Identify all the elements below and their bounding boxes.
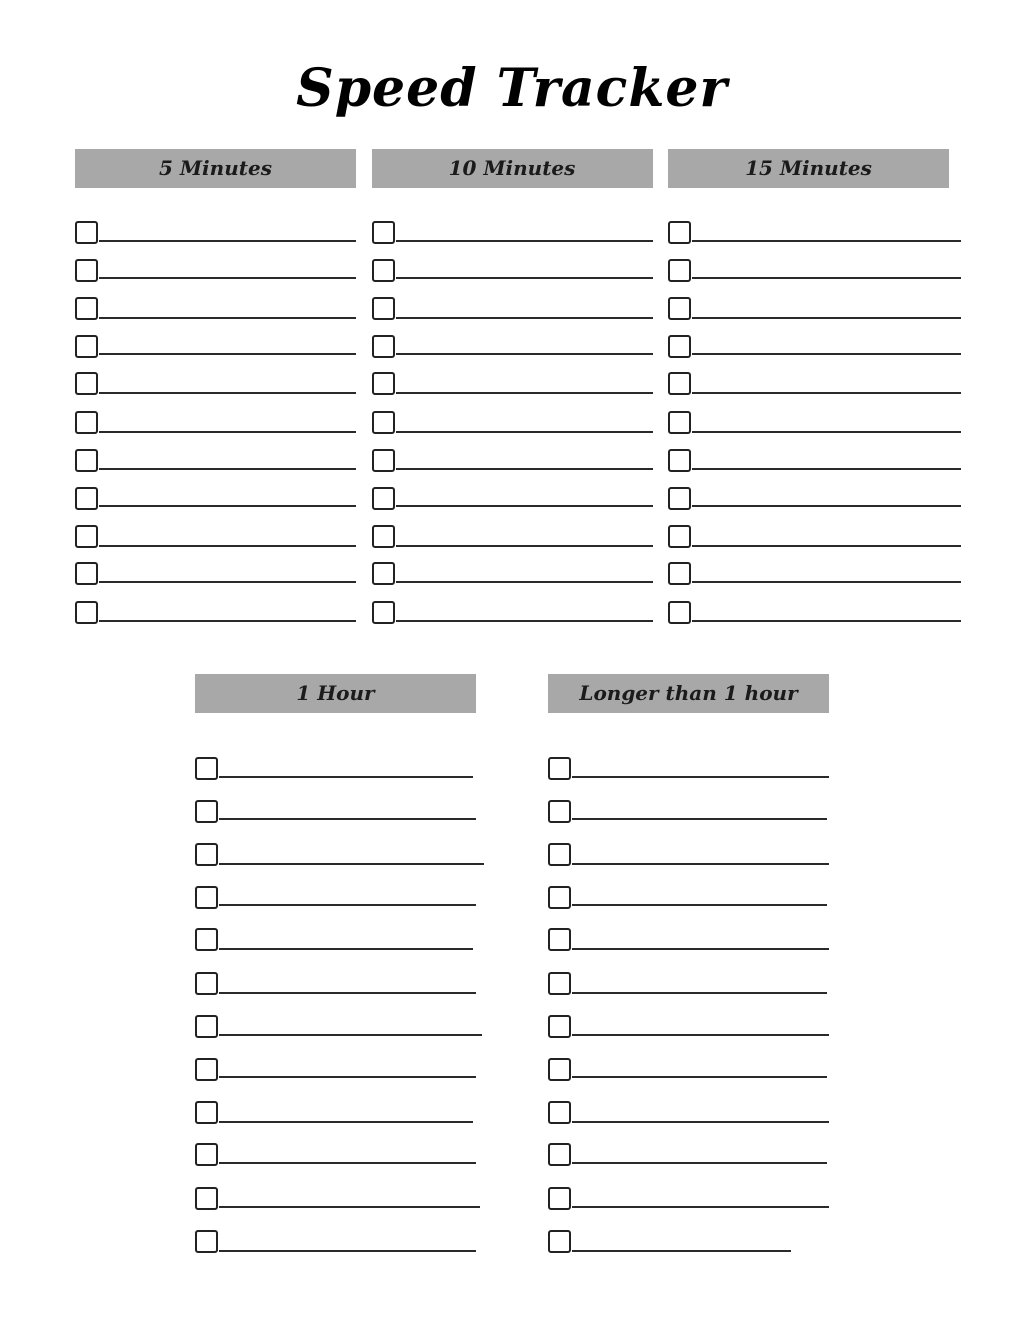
checkbox[interactable] xyxy=(548,886,571,909)
list-item[interactable] xyxy=(668,360,949,398)
checkbox[interactable] xyxy=(75,562,98,585)
write-line[interactable] xyxy=(572,1248,791,1252)
write-line[interactable] xyxy=(99,579,356,583)
write-line[interactable] xyxy=(219,1032,482,1036)
write-line[interactable] xyxy=(219,1119,473,1123)
write-line[interactable] xyxy=(572,946,829,950)
checkbox[interactable] xyxy=(548,1101,571,1124)
column-1-hour xyxy=(195,674,476,1255)
write-line[interactable] xyxy=(396,466,653,470)
list-item[interactable] xyxy=(75,360,356,398)
list-item[interactable] xyxy=(372,588,653,626)
write-line[interactable] xyxy=(219,990,476,994)
list-item[interactable] xyxy=(75,550,356,588)
column-header-5-minutes: 5 Minutes xyxy=(75,149,356,188)
write-line[interactable] xyxy=(99,503,356,507)
list-item[interactable] xyxy=(195,954,476,997)
write-line[interactable] xyxy=(396,351,653,355)
list-item[interactable] xyxy=(195,782,476,825)
list-item[interactable] xyxy=(195,825,476,868)
list-item[interactable] xyxy=(372,398,653,436)
write-line[interactable] xyxy=(219,1160,476,1164)
write-line[interactable] xyxy=(219,1248,476,1252)
write-line[interactable] xyxy=(99,466,356,470)
checkbox[interactable] xyxy=(668,525,691,548)
column-15-minutes xyxy=(668,149,949,626)
column-5-minutes xyxy=(75,149,356,626)
checkbox[interactable] xyxy=(75,449,98,472)
write-line[interactable] xyxy=(219,816,476,820)
list-item[interactable] xyxy=(75,208,356,246)
checkbox[interactable] xyxy=(548,843,571,866)
write-line[interactable] xyxy=(692,579,961,583)
write-line[interactable] xyxy=(572,990,827,994)
checkbox[interactable] xyxy=(195,1230,218,1253)
checkbox[interactable] xyxy=(372,449,395,472)
list-item[interactable] xyxy=(195,739,476,782)
write-line[interactable] xyxy=(219,1204,480,1208)
list-item[interactable] xyxy=(75,398,356,436)
bottom-section xyxy=(75,674,949,1255)
list-item[interactable] xyxy=(195,1212,476,1255)
list-item[interactable] xyxy=(548,1212,829,1255)
list-item[interactable] xyxy=(372,436,653,474)
list-item[interactable] xyxy=(668,398,949,436)
write-line[interactable] xyxy=(692,618,961,622)
checklist-5-minutes xyxy=(75,208,356,626)
write-line[interactable] xyxy=(396,315,653,319)
write-line[interactable] xyxy=(396,503,653,507)
checkbox[interactable] xyxy=(372,372,395,395)
column-header-longer-than-1-hour: Longer than 1 hour xyxy=(548,674,829,713)
list-item[interactable] xyxy=(548,1040,829,1083)
write-line[interactable] xyxy=(692,503,961,507)
write-line[interactable] xyxy=(99,315,356,319)
write-line[interactable] xyxy=(572,1204,829,1208)
write-line[interactable] xyxy=(572,1074,827,1078)
list-item[interactable] xyxy=(668,550,949,588)
top-section xyxy=(75,149,949,626)
write-line[interactable] xyxy=(692,315,961,319)
list-item[interactable] xyxy=(548,868,829,911)
write-line[interactable] xyxy=(396,238,653,242)
write-line[interactable] xyxy=(99,543,356,547)
write-line[interactable] xyxy=(219,1074,476,1078)
write-line[interactable] xyxy=(572,774,829,778)
checkbox[interactable] xyxy=(548,1015,571,1038)
list-item[interactable] xyxy=(75,474,356,512)
list-item[interactable] xyxy=(372,284,653,322)
list-item[interactable] xyxy=(668,436,949,474)
checkbox[interactable] xyxy=(372,221,395,244)
list-item[interactable] xyxy=(75,588,356,626)
list-item[interactable] xyxy=(75,284,356,322)
checkbox[interactable] xyxy=(195,1015,218,1038)
checkbox[interactable] xyxy=(75,525,98,548)
checkbox[interactable] xyxy=(548,757,571,780)
checkbox[interactable] xyxy=(548,800,571,823)
checkbox[interactable] xyxy=(75,487,98,510)
write-line[interactable] xyxy=(99,275,356,279)
write-line[interactable] xyxy=(692,390,961,394)
write-line[interactable] xyxy=(572,1119,829,1123)
checkbox[interactable] xyxy=(195,1101,218,1124)
checkbox[interactable] xyxy=(372,411,395,434)
list-item[interactable] xyxy=(668,588,949,626)
list-item[interactable] xyxy=(195,997,476,1040)
checkbox[interactable] xyxy=(195,1187,218,1210)
write-line[interactable] xyxy=(396,390,653,394)
list-item[interactable] xyxy=(372,550,653,588)
write-line[interactable] xyxy=(99,618,356,622)
list-item[interactable] xyxy=(75,512,356,550)
column-longer-than-1-hour xyxy=(548,674,829,1255)
checkbox[interactable] xyxy=(75,601,98,624)
checkbox[interactable] xyxy=(195,1058,218,1081)
checkbox[interactable] xyxy=(372,601,395,624)
list-item[interactable] xyxy=(548,997,829,1040)
write-line[interactable] xyxy=(219,902,476,906)
write-line[interactable] xyxy=(572,902,827,906)
checkbox[interactable] xyxy=(668,449,691,472)
checkbox[interactable] xyxy=(195,928,218,951)
list-item[interactable] xyxy=(548,954,829,997)
list-item[interactable] xyxy=(548,825,829,868)
write-line[interactable] xyxy=(396,429,653,433)
write-line[interactable] xyxy=(572,816,827,820)
checkbox[interactable] xyxy=(548,1187,571,1210)
checkbox[interactable] xyxy=(75,297,98,320)
list-item[interactable] xyxy=(75,322,356,360)
list-item[interactable] xyxy=(372,208,653,246)
write-line[interactable] xyxy=(396,275,653,279)
write-line[interactable] xyxy=(219,861,484,865)
checkbox[interactable] xyxy=(668,411,691,434)
checkbox[interactable] xyxy=(372,562,395,585)
checkbox[interactable] xyxy=(548,1143,571,1166)
checkbox[interactable] xyxy=(372,487,395,510)
list-item[interactable] xyxy=(372,512,653,550)
checkbox[interactable] xyxy=(195,757,218,780)
list-item[interactable] xyxy=(548,782,829,825)
checkbox[interactable] xyxy=(75,411,98,434)
write-line[interactable] xyxy=(692,543,961,547)
list-item[interactable] xyxy=(668,322,949,360)
list-item[interactable] xyxy=(548,911,829,954)
list-item[interactable] xyxy=(548,1126,829,1169)
write-line[interactable] xyxy=(396,579,653,583)
checkbox[interactable] xyxy=(75,372,98,395)
list-item[interactable] xyxy=(195,1040,476,1083)
list-item[interactable] xyxy=(75,246,356,284)
write-line[interactable] xyxy=(572,861,829,865)
checklist-15-minutes xyxy=(668,208,949,626)
checkbox[interactable] xyxy=(372,525,395,548)
checkbox[interactable] xyxy=(668,487,691,510)
column-header-10-minutes: 10 Minutes xyxy=(372,149,653,188)
list-item[interactable] xyxy=(372,474,653,512)
list-item[interactable] xyxy=(372,322,653,360)
write-line[interactable] xyxy=(692,275,961,279)
checkbox[interactable] xyxy=(75,259,98,282)
list-item[interactable] xyxy=(548,1083,829,1126)
checkbox[interactable] xyxy=(195,1143,218,1166)
write-line[interactable] xyxy=(99,390,356,394)
checkbox[interactable] xyxy=(75,221,98,244)
list-item[interactable] xyxy=(75,436,356,474)
checkbox[interactable] xyxy=(195,800,218,823)
write-line[interactable] xyxy=(692,238,961,242)
list-item[interactable] xyxy=(195,911,476,954)
write-line[interactable] xyxy=(99,238,356,242)
write-line[interactable] xyxy=(99,429,356,433)
write-line[interactable] xyxy=(219,774,473,778)
list-item[interactable] xyxy=(372,246,653,284)
write-line[interactable] xyxy=(396,618,653,622)
checkbox[interactable] xyxy=(548,928,571,951)
checkbox[interactable] xyxy=(548,1230,571,1253)
checkbox[interactable] xyxy=(668,259,691,282)
write-line[interactable] xyxy=(692,429,961,433)
write-line[interactable] xyxy=(396,543,653,547)
checkbox[interactable] xyxy=(372,297,395,320)
checkbox[interactable] xyxy=(668,297,691,320)
write-line[interactable] xyxy=(572,1160,827,1164)
checkbox[interactable] xyxy=(372,335,395,358)
page-title: Speed Tracker xyxy=(296,58,728,119)
checkbox[interactable] xyxy=(195,886,218,909)
list-item[interactable] xyxy=(548,1169,829,1212)
list-item[interactable] xyxy=(668,246,949,284)
checklist-10-minutes xyxy=(372,208,653,626)
checkbox[interactable] xyxy=(548,972,571,995)
write-line[interactable] xyxy=(99,351,356,355)
list-item[interactable] xyxy=(195,1126,476,1169)
checkbox[interactable] xyxy=(548,1058,571,1081)
checkbox[interactable] xyxy=(75,335,98,358)
list-item[interactable] xyxy=(195,868,476,911)
list-item[interactable] xyxy=(668,512,949,550)
checklist-longer-than-1-hour xyxy=(548,739,829,1255)
column-header-15-minutes: 15 Minutes xyxy=(668,149,949,188)
checkbox[interactable] xyxy=(668,601,691,624)
checkbox[interactable] xyxy=(195,972,218,995)
write-line[interactable] xyxy=(219,946,473,950)
list-item[interactable] xyxy=(195,1169,476,1212)
list-item[interactable] xyxy=(195,1083,476,1126)
write-line[interactable] xyxy=(692,351,961,355)
list-item[interactable] xyxy=(548,739,829,782)
checkbox[interactable] xyxy=(668,335,691,358)
write-line[interactable] xyxy=(572,1032,829,1036)
checkbox[interactable] xyxy=(372,259,395,282)
column-10-minutes xyxy=(372,149,653,626)
list-item[interactable] xyxy=(372,360,653,398)
write-line[interactable] xyxy=(692,466,961,470)
checkbox[interactable] xyxy=(668,562,691,585)
column-header-1-hour: 1 Hour xyxy=(195,674,476,713)
checklist-1-hour xyxy=(195,739,476,1255)
checkbox[interactable] xyxy=(668,372,691,395)
list-item[interactable] xyxy=(668,284,949,322)
list-item[interactable] xyxy=(668,208,949,246)
checkbox[interactable] xyxy=(195,843,218,866)
list-item[interactable] xyxy=(668,474,949,512)
checkbox[interactable] xyxy=(668,221,691,244)
